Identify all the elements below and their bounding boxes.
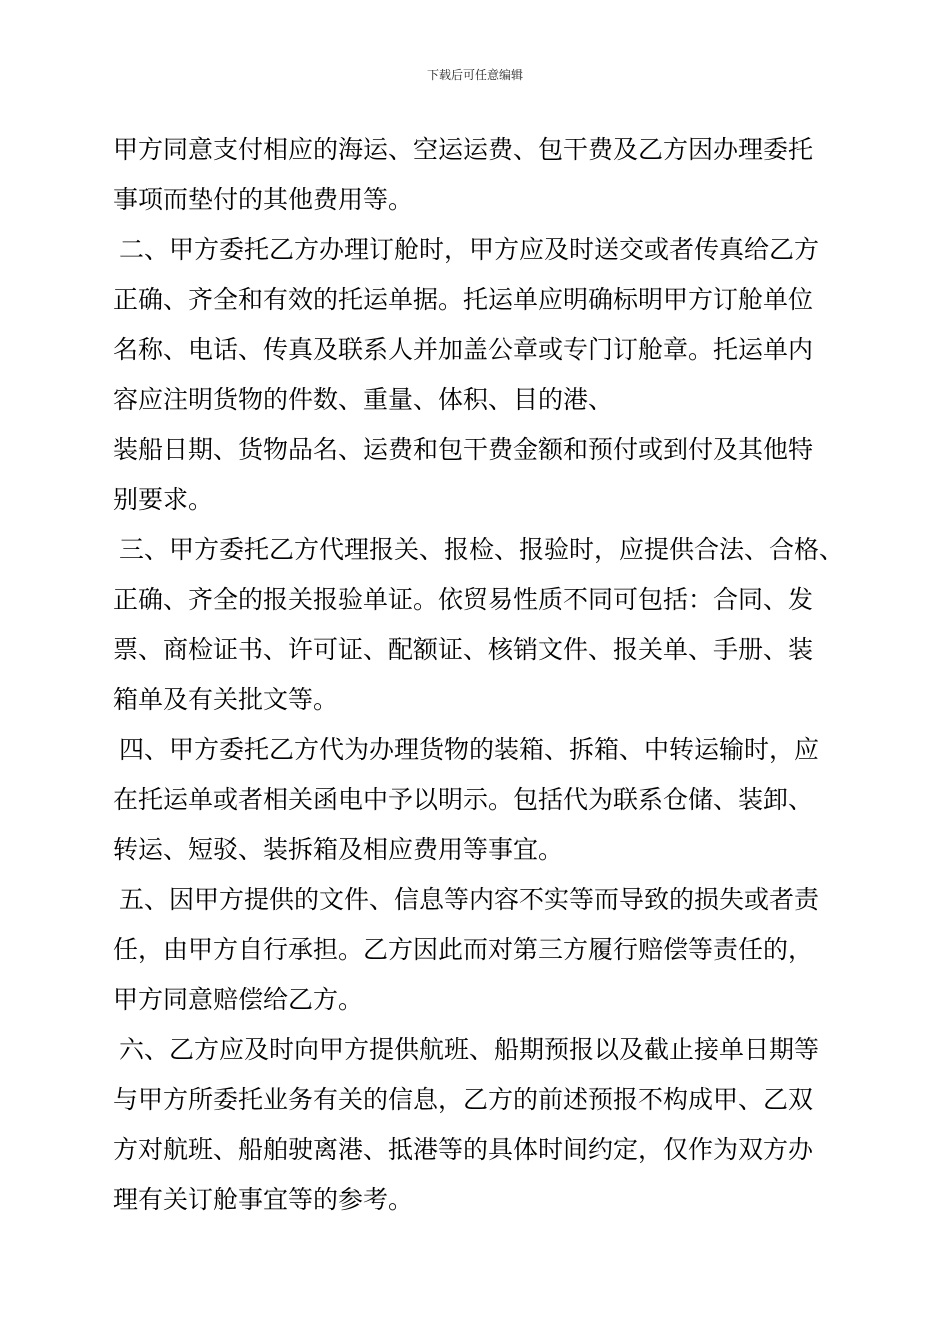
text-line: 别要求。 xyxy=(113,485,214,514)
text-line: 容应注明货物的件数、重量、体积、目的港、 xyxy=(113,385,614,414)
contract-body xyxy=(113,125,873,1225)
text-line: 方对航班、船舶驶离港、抵港等的具体时间约定，仅作为双方办 xyxy=(113,1135,814,1164)
text-line: 六、乙方应及时向甲方提供航班、船期预报以及截止接单日期等 xyxy=(119,1035,820,1064)
text-line: 票、商检证书、许可证、配额证、核销文件、报关单、手册、装 xyxy=(113,635,814,664)
text-line: 箱单及有关批文等。 xyxy=(113,685,339,714)
text-line: 转运、短驳、装拆箱及相应费用等事宜。 xyxy=(113,835,564,864)
text-line: 甲方同意支付相应的海运、空运运费、包干费及乙方因办理委托 xyxy=(113,135,814,164)
text-line: 正确、齐全的报关报验单证。依贸易性质不同可包括：合同、发 xyxy=(113,585,814,614)
text-line: 名称、电话、传真及联系人并加盖公章或专门订舱章。托运单内 xyxy=(113,335,814,364)
text-line: 二、甲方委托乙方办理订舱时，甲方应及时送交或者传真给乙方 xyxy=(119,235,820,264)
text-line: 五、因甲方提供的文件、信息等内容不实等而导致的损失或者责 xyxy=(119,885,820,914)
page-header: 下载后可任意编辑 xyxy=(426,68,523,82)
text-line: 任，由甲方自行承担。乙方因此而对第三方履行赔偿等责任的， xyxy=(113,935,814,964)
text-line: 四、甲方委托乙方代为办理货物的装箱、拆箱、中转运输时，应 xyxy=(119,735,820,764)
text-line: 甲方同意赔偿给乙方。 xyxy=(113,985,364,1014)
text-line: 在托运单或者相关函电中予以明示。包括代为联系仓储、装卸、 xyxy=(113,785,814,814)
text-line: 理有关订舱事宜等的参考。 xyxy=(113,1185,414,1214)
text-line: 装船日期、货物品名、运费和包干费金额和预付或到付及其他特 xyxy=(113,435,814,464)
text-line: 事项而垫付的其他费用等。 xyxy=(113,185,414,214)
text-line: 正确、齐全和有效的托运单据。托运单应明确标明甲方订舱单位 xyxy=(113,285,814,314)
text-line: 三、甲方委托乙方代理报关、报检、报验时，应提供合法、合格、 xyxy=(119,535,845,564)
text-line: 与甲方所委托业务有关的信息，乙方的前述预报不构成甲、乙双 xyxy=(113,1085,814,1114)
